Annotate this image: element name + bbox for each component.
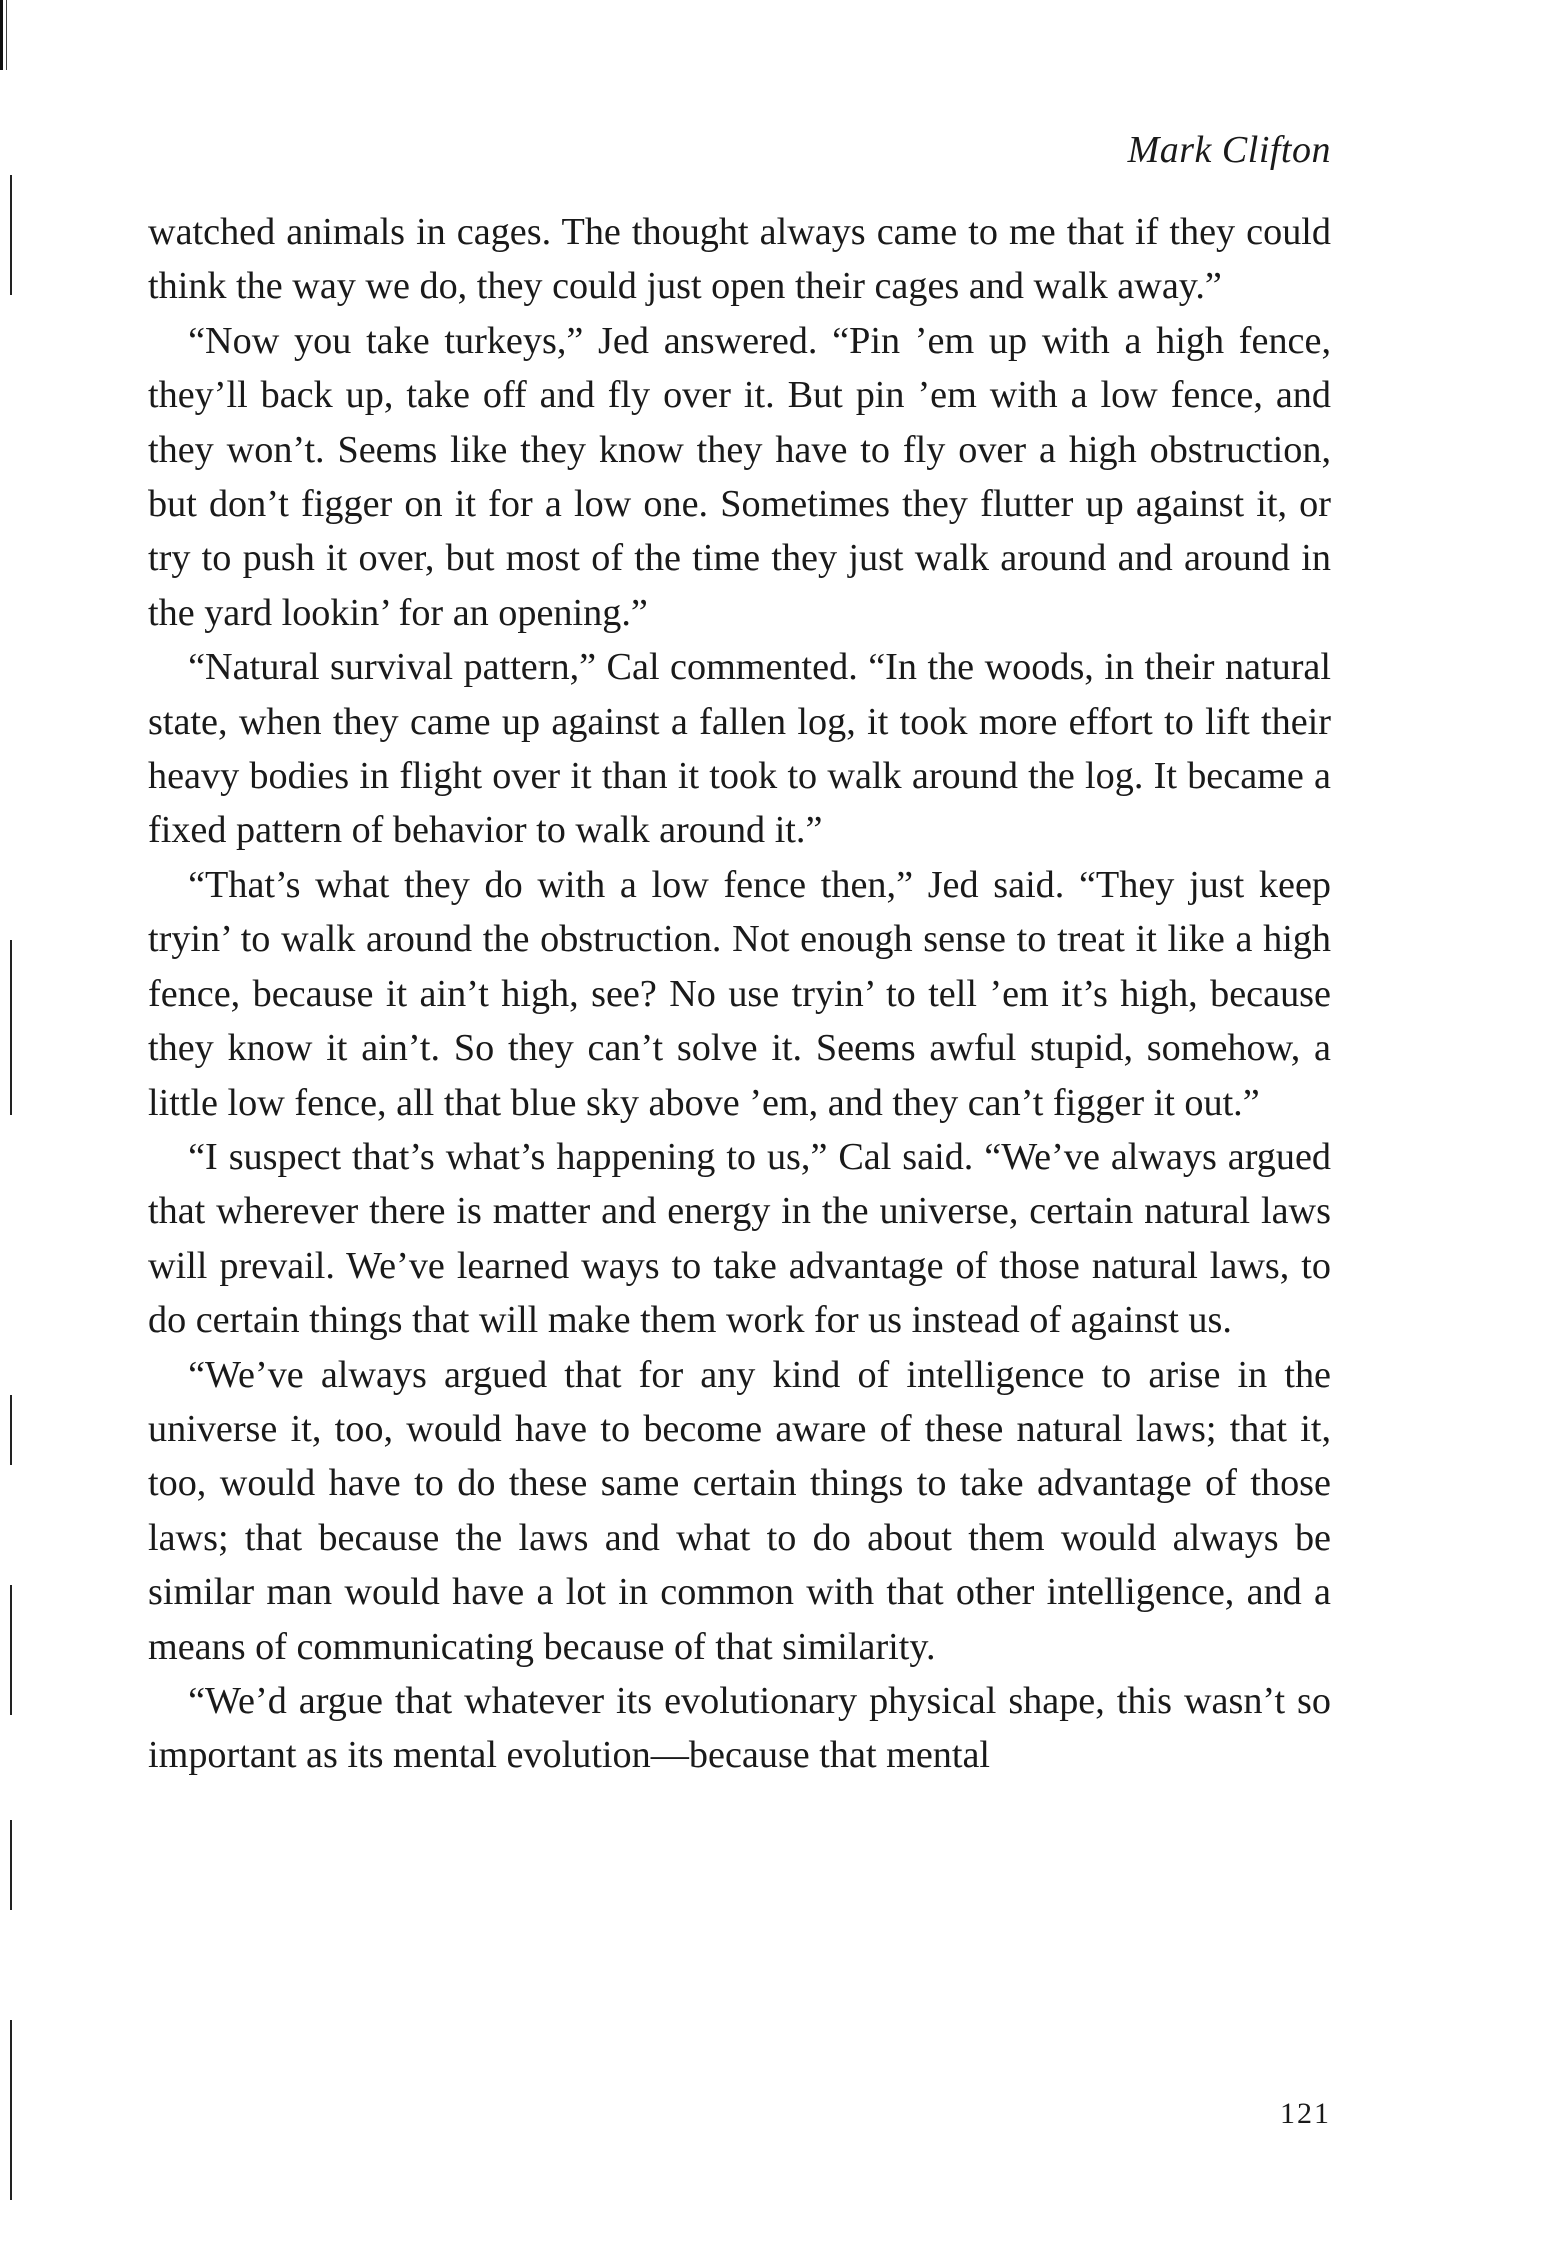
scan-edge-line [10, 175, 12, 295]
paragraph: “We’d argue that whatever its evolutionary physical shape, this wasn’t so important as its mental evolution—because that mental [148, 1679, 1331, 1777]
running-head-author: Mark Clifton [1127, 129, 1331, 171]
scan-edge-line [10, 1585, 12, 1715]
paragraph: “Natural survival pattern,” Cal commented. “In the woods, in their natural state, when they came up against a fallen log, it took more effort to lift their heavy bodies in flight over it than it took to walk around the log. It became a fixed pattern of behavior to walk around it.” [148, 646, 1331, 852]
paragraph: watched animals in cages. The thought always came to me that if they could think the way we do, they could just open their cages and walk away.” [148, 211, 1331, 308]
scan-edge-line [10, 2020, 12, 2200]
body-text [148, 205, 1331, 1783]
paragraph: “That’s what they do with a low fence then,” Jed said. “They just keep tryin’ to walk around the obstruction. Not enough sense to treat it like a high fence, because it ain’t high, see? No use tryin’ to tell ’em it’s high, because they know it ain’t. So they can’t solve it. Seems awful stupid, somehow, a little low fence, all that blue sky above ’em, and they can’t figger it out.” [148, 863, 1331, 1124]
scan-edge-mark [0, 0, 10, 70]
paragraph: “I suspect that’s what’s happening to us,” Cal said. “We’ve always argued that wherever there is matter and energy in the universe, certain natural laws will prevail. We’ve learned ways to take advantage of those natural laws, to do certain things that will make them work for us instead of against us. [148, 1135, 1331, 1342]
scan-edge-line [10, 1820, 12, 1910]
paragraph: “We’ve always argued that for any kind of intelligence to arise in the universe it, too, would have to become aware of these natural laws; that it, too, would have to do these same certain things to take advantage of those laws; that because the laws and what to do about them would always be similar man would have a lot in common with that other intelligence, and a means of communicating because of that similarity. [148, 1353, 1331, 1668]
paragraph: “Now you take turkeys,” Jed answered. “Pin ’em up with a high fence, they’ll back up, take off and fly over it. But pin ’em with a low fence, and they won’t. Seems like they know they have to fly over a high obstruction, but don’t figger on it for a low one. Sometimes they flutter up against it, or try to push it over, but most of the time they just walk around and around in the yard lookin’ for an opening.” [148, 319, 1331, 634]
scan-edge-line [10, 940, 12, 1115]
scan-edge-line [10, 1395, 12, 1465]
page-number: 121 [1280, 2097, 1331, 2130]
